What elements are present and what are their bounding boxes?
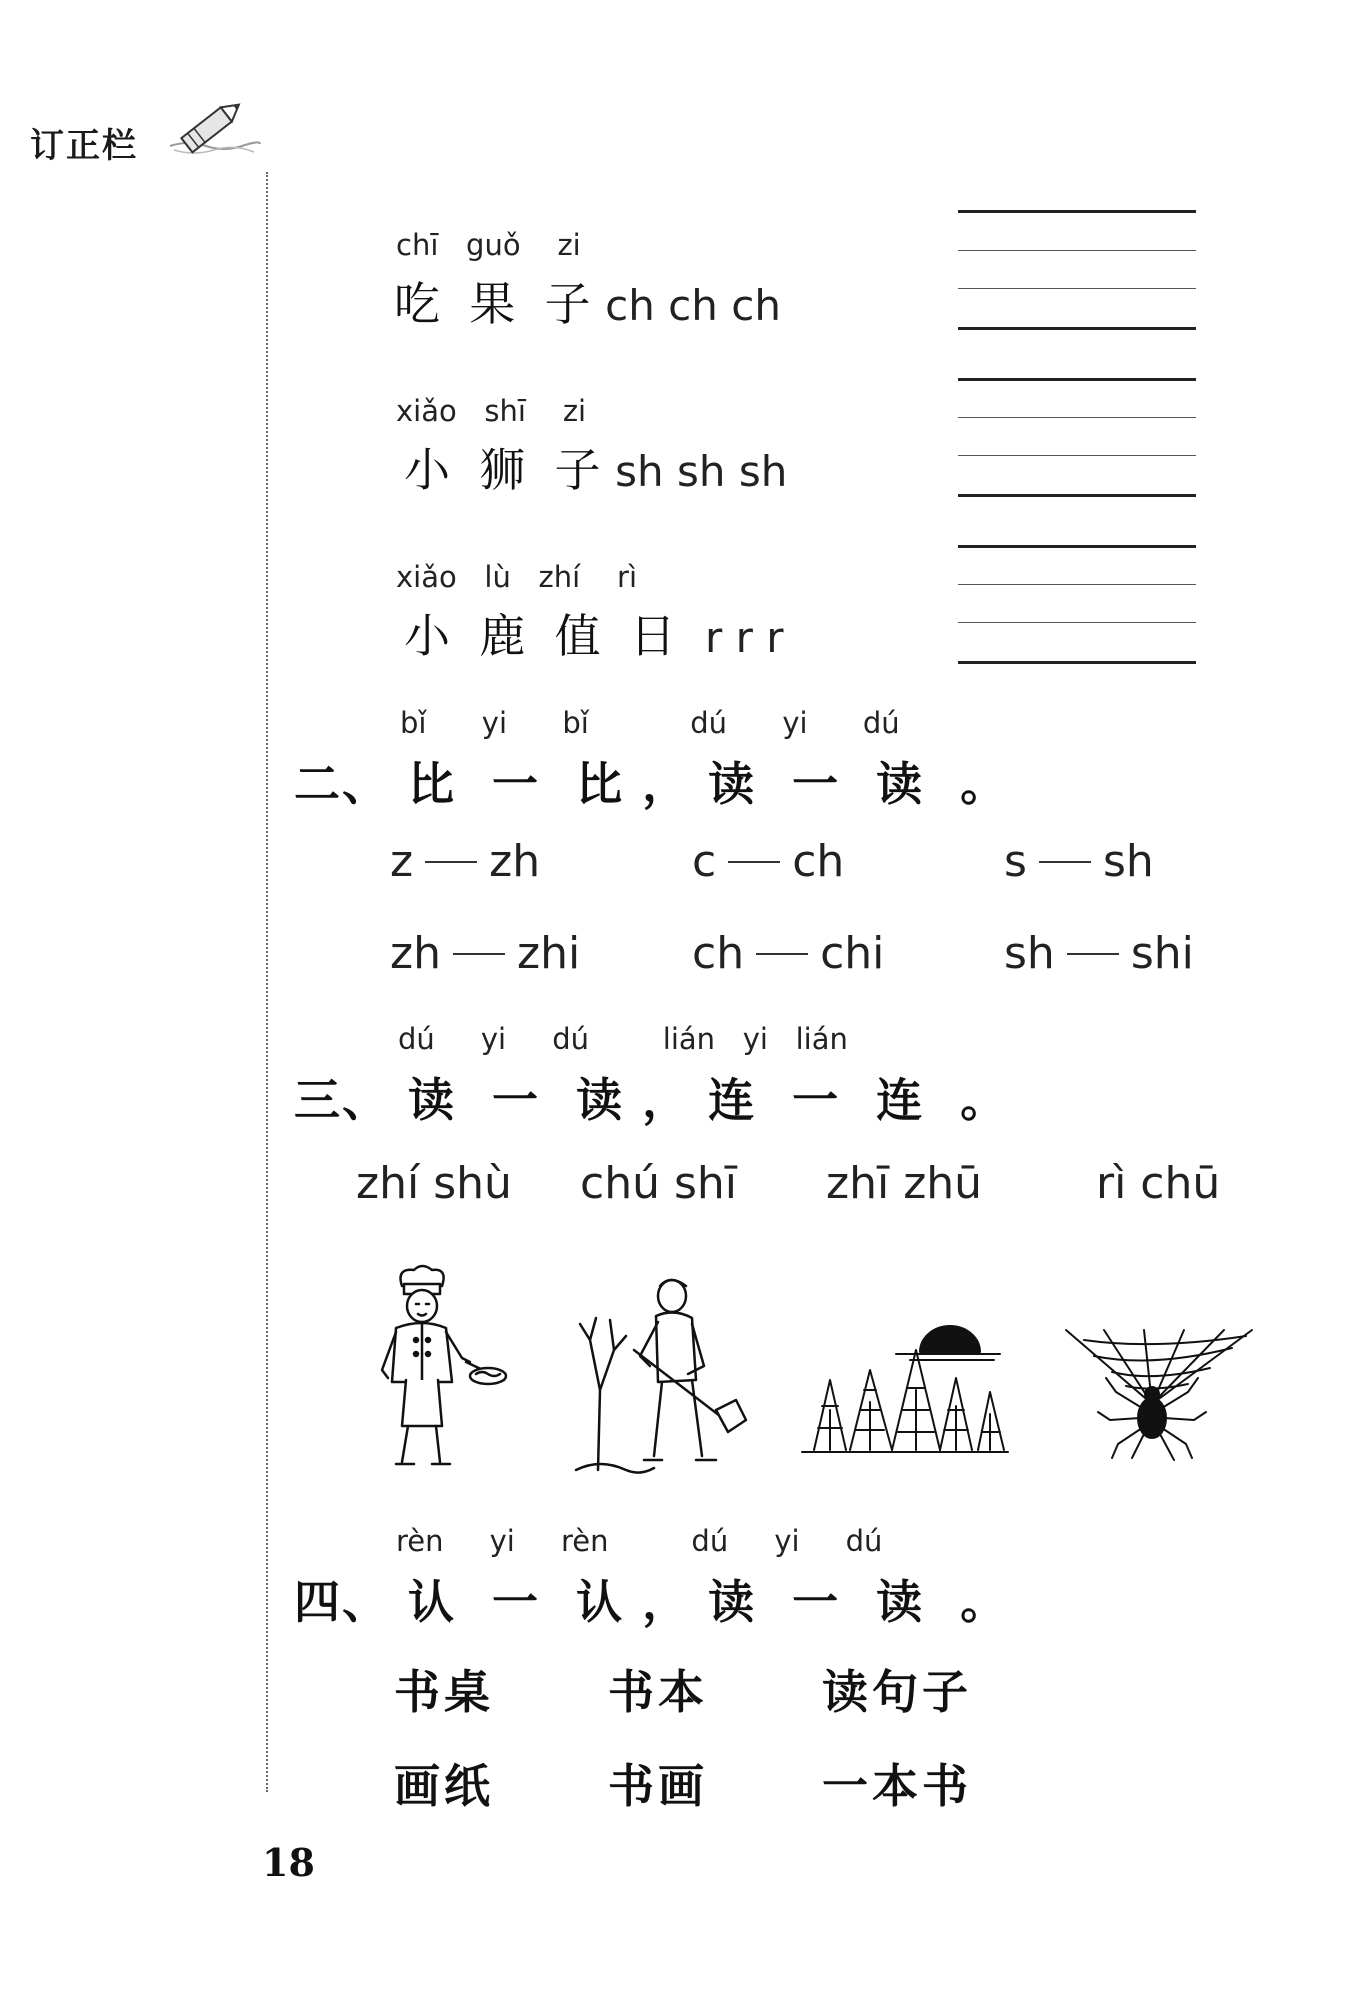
heading-char: 读 bbox=[708, 757, 757, 811]
hanzi: 小 bbox=[404, 609, 450, 663]
pinyin-syllable: yi bbox=[480, 1022, 507, 1056]
letter: sh bbox=[1102, 836, 1154, 887]
pinyin-syllable: xiǎo bbox=[396, 394, 457, 428]
heading-char: 比 bbox=[576, 757, 625, 811]
heading-char: 一 bbox=[792, 1575, 841, 1629]
pinyin-syllable: rèn bbox=[396, 1524, 444, 1558]
heading-char: 一 bbox=[492, 757, 541, 811]
pencil-icon bbox=[168, 100, 260, 166]
section-heading-2 bbox=[294, 748, 1008, 814]
pinyin-syllable: yi bbox=[481, 706, 508, 740]
heading-char: ， bbox=[642, 757, 691, 811]
heading-char: 四 bbox=[294, 1575, 342, 1629]
heading-char: 读 bbox=[876, 757, 925, 811]
heading-char: 、 bbox=[342, 1575, 390, 1629]
match-word[interactable]: zhī zhū bbox=[826, 1158, 983, 1209]
correction-column-title: 订正栏 bbox=[30, 126, 138, 166]
pinyin-line bbox=[396, 228, 581, 262]
pinyin-syllable: dú bbox=[845, 1524, 883, 1558]
margin-divider bbox=[266, 172, 268, 1792]
heading-char: 一 bbox=[492, 1073, 541, 1127]
dash bbox=[1039, 861, 1091, 863]
writing-line[interactable] bbox=[958, 288, 1196, 289]
pinyin-syllable: yi bbox=[489, 1524, 515, 1558]
writing-line[interactable] bbox=[958, 584, 1196, 585]
practice-letters: ch ch ch bbox=[605, 281, 781, 330]
heading-char: 。 bbox=[960, 1575, 1009, 1629]
writing-line[interactable] bbox=[958, 250, 1196, 251]
pinyin-syllable: dú bbox=[398, 1022, 435, 1056]
dash bbox=[425, 861, 477, 863]
hanzi: 日 bbox=[629, 609, 676, 663]
heading-char: 二 bbox=[294, 757, 342, 811]
chant-line bbox=[404, 600, 784, 666]
letter-pair bbox=[1004, 928, 1194, 979]
pinyin-syllable: rèn bbox=[560, 1524, 609, 1558]
letter-pair bbox=[390, 928, 580, 979]
writing-line[interactable] bbox=[958, 417, 1196, 418]
section-pinyin bbox=[400, 706, 900, 740]
pinyin-syllable: shī bbox=[484, 394, 526, 428]
heading-char: 一 bbox=[792, 757, 841, 811]
section-heading-3 bbox=[294, 1064, 1008, 1130]
heading-char: 读 bbox=[408, 1073, 457, 1127]
heading-char: 连 bbox=[708, 1073, 757, 1127]
letter-pair bbox=[692, 836, 844, 887]
vocab-word: 书本 bbox=[608, 1665, 708, 1719]
heading-char: 连 bbox=[876, 1073, 925, 1127]
vocab-word: 书画 bbox=[608, 1759, 708, 1813]
letter-pair bbox=[1004, 836, 1154, 887]
writing-line[interactable] bbox=[958, 622, 1196, 623]
letter-pair bbox=[390, 836, 540, 887]
pinyin-syllable: guǒ bbox=[466, 228, 521, 262]
writing-line[interactable] bbox=[958, 327, 1196, 330]
writing-line[interactable] bbox=[958, 494, 1196, 497]
heading-char: 读 bbox=[876, 1575, 925, 1629]
chant-line bbox=[404, 434, 787, 500]
pinyin-line bbox=[396, 560, 637, 594]
section-heading-4 bbox=[294, 1566, 1008, 1632]
tree-planting-picture[interactable] bbox=[570, 1270, 760, 1480]
writing-line[interactable] bbox=[958, 210, 1196, 213]
heading-char: 、 bbox=[342, 757, 390, 811]
pinyin-syllable: zhí bbox=[538, 560, 581, 594]
heading-char: 比 bbox=[408, 757, 457, 811]
page-number: 18 bbox=[262, 1840, 315, 1885]
sunrise-picture[interactable] bbox=[800, 1310, 1010, 1460]
heading-char: 、 bbox=[342, 1073, 390, 1127]
letter: zh bbox=[390, 928, 441, 979]
pinyin-syllable: chī bbox=[396, 228, 439, 262]
heading-char: 。 bbox=[960, 757, 1009, 811]
pinyin-syllable: lián bbox=[662, 1022, 716, 1056]
practice-letters: sh sh sh bbox=[615, 447, 788, 496]
pinyin-syllable: yi bbox=[742, 1022, 768, 1056]
heading-char: 三 bbox=[294, 1073, 342, 1127]
dash bbox=[756, 953, 808, 955]
match-word[interactable]: rì chū bbox=[1096, 1158, 1221, 1209]
hanzi: 果 bbox=[469, 277, 516, 331]
pinyin-syllable: zi bbox=[562, 394, 587, 428]
match-word[interactable]: chú shī bbox=[580, 1158, 737, 1209]
vocab-word: 一本书 bbox=[822, 1759, 972, 1813]
pinyin-syllable: dú bbox=[690, 706, 727, 740]
hanzi: 吃 bbox=[394, 277, 440, 331]
heading-char: ， bbox=[642, 1073, 691, 1127]
vocab-word: 书桌 bbox=[394, 1665, 494, 1719]
pinyin-syllable: dú bbox=[552, 1022, 590, 1056]
pinyin-syllable: lù bbox=[484, 560, 511, 594]
writing-line[interactable] bbox=[958, 661, 1196, 664]
heading-char: ， bbox=[642, 1575, 691, 1629]
chef-picture[interactable] bbox=[366, 1262, 506, 1484]
section-pinyin bbox=[398, 1022, 848, 1056]
letter: sh bbox=[1004, 928, 1055, 979]
pinyin-syllable: yi bbox=[782, 706, 808, 740]
dash bbox=[728, 861, 780, 863]
heading-char: 一 bbox=[492, 1575, 541, 1629]
spider-picture[interactable] bbox=[1064, 1328, 1254, 1478]
vocab-word: 读句子 bbox=[822, 1665, 972, 1719]
hanzi: 鹿 bbox=[479, 609, 526, 663]
pinyin-syllable: bǐ bbox=[400, 706, 427, 740]
hanzi: 值 bbox=[554, 609, 601, 663]
letter: ch bbox=[792, 836, 845, 887]
vocab-word: 画纸 bbox=[394, 1759, 494, 1813]
heading-char: 读 bbox=[576, 1073, 625, 1127]
letter: c bbox=[692, 836, 717, 887]
chant-line bbox=[394, 268, 781, 334]
heading-char: 一 bbox=[792, 1073, 841, 1127]
writing-line[interactable] bbox=[958, 455, 1196, 456]
pinyin-syllable: rì bbox=[617, 560, 638, 594]
section-pinyin bbox=[396, 1524, 882, 1558]
practice-letters: r r r bbox=[705, 613, 784, 662]
pinyin-syllable: dú bbox=[691, 1524, 729, 1558]
writing-line[interactable] bbox=[958, 545, 1196, 548]
match-word[interactable]: zhí shù bbox=[356, 1158, 512, 1209]
pinyin-syllable: dú bbox=[862, 706, 900, 740]
letter: chi bbox=[820, 928, 885, 979]
pinyin-line bbox=[396, 394, 586, 428]
heading-char: 认 bbox=[576, 1575, 625, 1629]
pinyin-syllable: bǐ bbox=[562, 706, 589, 740]
dash bbox=[453, 953, 505, 955]
hanzi: 狮 bbox=[479, 443, 526, 497]
pinyin-syllable: zi bbox=[557, 228, 581, 262]
hanzi: 子 bbox=[544, 277, 591, 331]
heading-char: 。 bbox=[960, 1073, 1009, 1127]
pinyin-syllable: xiǎo bbox=[396, 560, 457, 594]
letter: zhi bbox=[516, 928, 581, 979]
dash bbox=[1067, 953, 1119, 955]
letter: z bbox=[390, 836, 414, 887]
pinyin-syllable: lián bbox=[795, 1022, 848, 1056]
pinyin-syllable: yi bbox=[774, 1524, 800, 1558]
letter: zh bbox=[489, 836, 541, 887]
letter: ch bbox=[692, 928, 745, 979]
letter: s bbox=[1004, 836, 1027, 887]
writing-line[interactable] bbox=[958, 378, 1196, 381]
hanzi: 小 bbox=[404, 443, 450, 497]
heading-char: 认 bbox=[408, 1575, 457, 1629]
letter: shi bbox=[1130, 928, 1194, 979]
heading-char: 读 bbox=[708, 1575, 757, 1629]
letter-pair bbox=[692, 928, 884, 979]
hanzi: 子 bbox=[554, 443, 601, 497]
